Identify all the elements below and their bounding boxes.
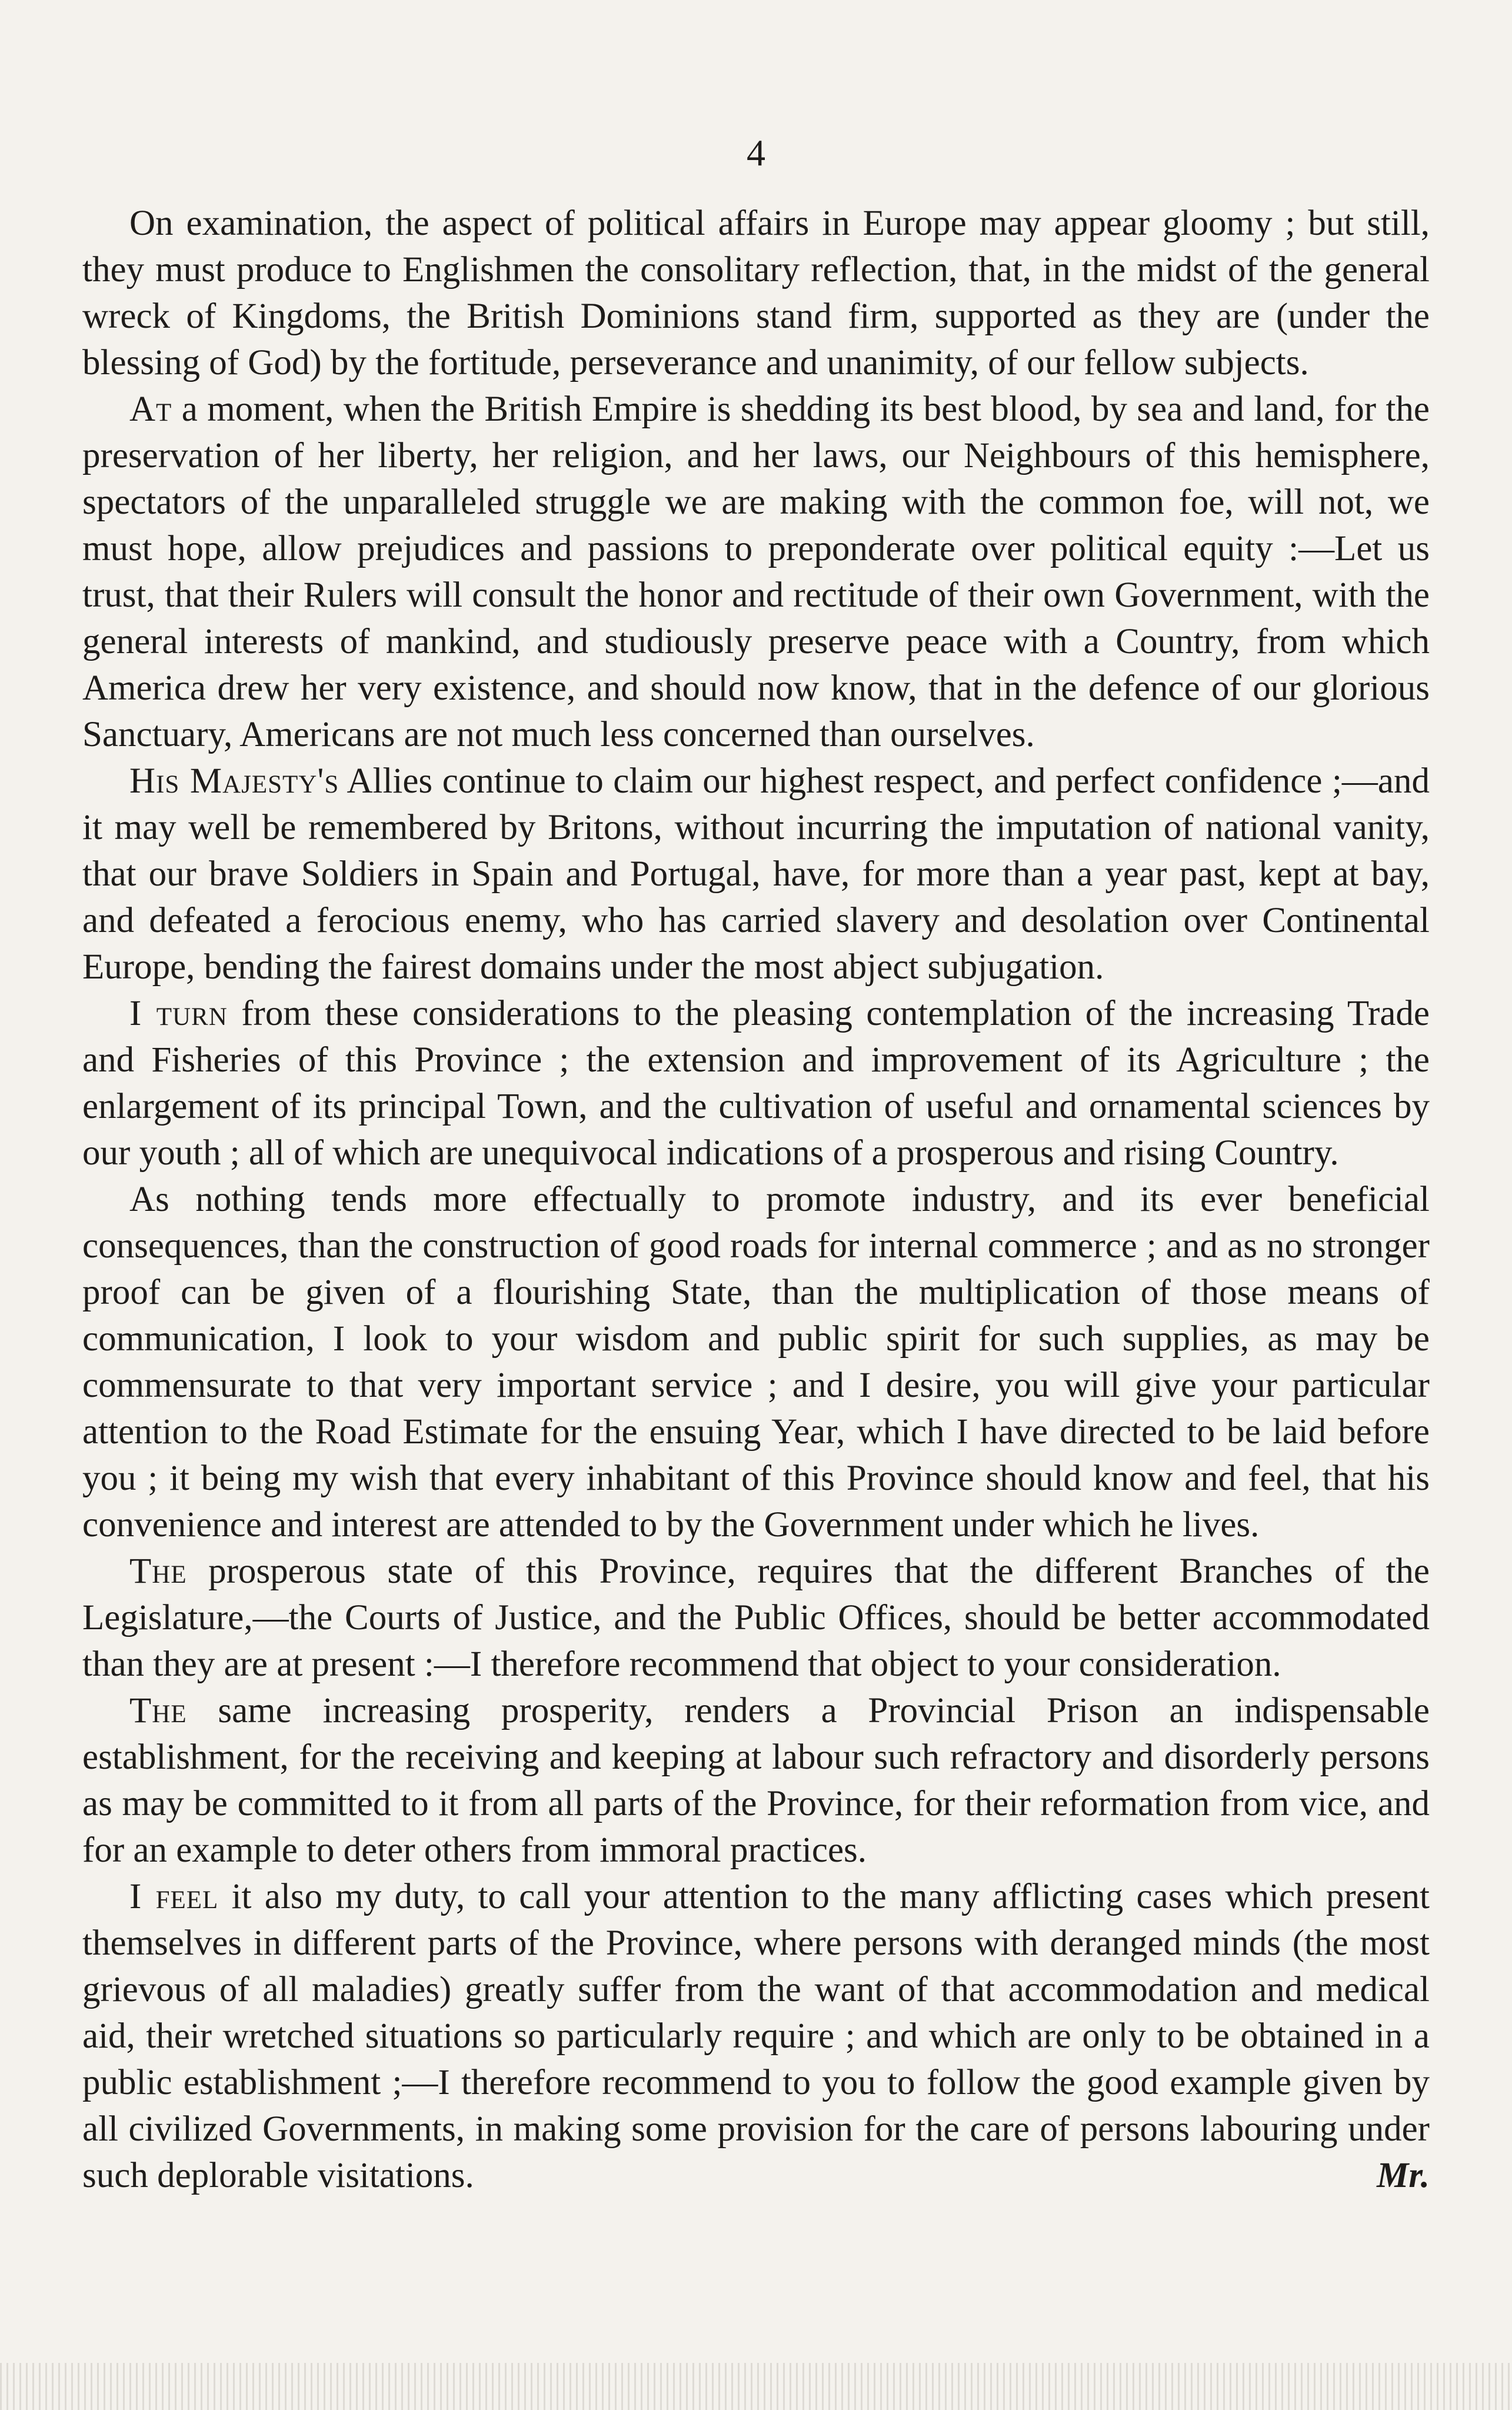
paragraph-text: from these considerations to the pleasing contemplation of the increasing Trade and Fisheries of this Province ; the extension and improvement of its Agriculture ; the enlargement of its principal Town, and the cultivation of useful and ornamental sciences by our youth ; all of which are unequivocal indications of a prosperous and rising Country. bbox=[82, 994, 1430, 1173]
paragraph-text: On examination, the aspect of political affairs in Europe may appear gloomy ; but still, they must produce to Englishmen the consolitary reflection, that, in the midst of the general wreck of Kingdoms, the British Dominions stand firm, supported as they are (under the blessing of God) by the fortitude, perseverance and unanimity, of our fellow subjects. bbox=[82, 204, 1430, 382]
body-text bbox=[82, 200, 1430, 2199]
paragraph-4 bbox=[82, 990, 1430, 1176]
paragraph-6 bbox=[82, 1548, 1430, 1687]
paragraph-text: a moment, when the British Empire is shedding its best blood, by sea and land, for the preservation of her liberty, her religion, and her laws, our Neighbours of this hemisphere, spectators of the unparalleled struggle we are making with the common foe, will not, we must hope, allow prejudices and passions to preponderate over political equity :—Let us trust, that their Rulers will consult the honor and rectitude of their own Government, with the general interests of mankind, and studiously preserve peace with a Country, from which America drew her very existence, and should now know, that in the defence of our glorious Sanctuary, Americans are not much less concerned than ourselves. bbox=[82, 390, 1430, 754]
page-number: 4 bbox=[747, 132, 765, 174]
paragraph-1 bbox=[82, 200, 1430, 386]
paragraph-lead: I turn bbox=[129, 994, 228, 1033]
paragraph-lead: The bbox=[129, 1691, 187, 1730]
paragraph-8 bbox=[82, 1873, 1430, 2199]
paragraph-5 bbox=[82, 1176, 1430, 1548]
paragraph-2 bbox=[82, 386, 1430, 758]
scan-edge-noise bbox=[0, 2363, 1512, 2410]
catchword: Mr. bbox=[1377, 2156, 1430, 2195]
paragraph-lead: I feel bbox=[129, 1877, 219, 1916]
paragraph-text: Allies continue to claim our highest respect, and perfect confidence ;—and it may well be remembered by Britons, without incurring the imputation of national vanity, that our brave Soldiers in Spain and Portugal, have, for more than a year past, kept at bay, and defeated a ferocious enemy, who has carried slavery and desolation over Continental Europe, bending the fairest domains under the most abject subjugation. bbox=[82, 761, 1430, 987]
paragraph-lead: At bbox=[129, 390, 172, 429]
paragraph-text: it also my duty, to call your attention to the many afflicting cases which present themselves in different parts of the Province, where persons with deranged minds (the most grievous of all maladies) greatly suffer from the want of that accommodation and medical aid, their wretched situations so particularly require ; and which are only to be obtained in a public establishment ;—I therefore recommend to you to follow the good example given by all civilized Governments, in making some provision for the care of persons labouring under such deplorable visitations. bbox=[82, 1877, 1430, 2195]
paragraph-lead: The bbox=[129, 1552, 187, 1591]
paragraph-lead: His Majesty's bbox=[129, 761, 339, 801]
paragraph-text: As nothing tends more effectually to promote industry, and its ever beneficial consequences, than the construction of good roads for internal commerce ; and as no stronger proof can be given of a flourishing State, than the multiplication of those means of communication, I look to your wisdom and public spirit for such supplies, as may be commensurate to that very important service ; and I desire, you will give your particular attention to the Road Estimate for the ensuing Year, which I have directed to be laid before you ; it being my wish that every inhabitant of this Province should know and feel, that his convenience and interest are attended to by the Government under which he lives. bbox=[82, 1180, 1430, 1544]
paragraph-7 bbox=[82, 1687, 1430, 1873]
paragraph-3 bbox=[82, 758, 1430, 990]
paragraph-text: prosperous state of this Province, requires that the different Branches of the Legislature,—the Courts of Justice, and the Public Offices, should be better accommodated than they are at present :—I therefore recommend that object to your consideration. bbox=[82, 1552, 1430, 1684]
paragraph-text: same increasing prosperity, renders a Provincial Prison an indispensable establishment, for the receiving and keeping at labour such refractory and disorderly persons as may be committed to it from all parts of the Province, for their reformation from vice, and for an example to deter others from immoral practices. bbox=[82, 1691, 1430, 1870]
